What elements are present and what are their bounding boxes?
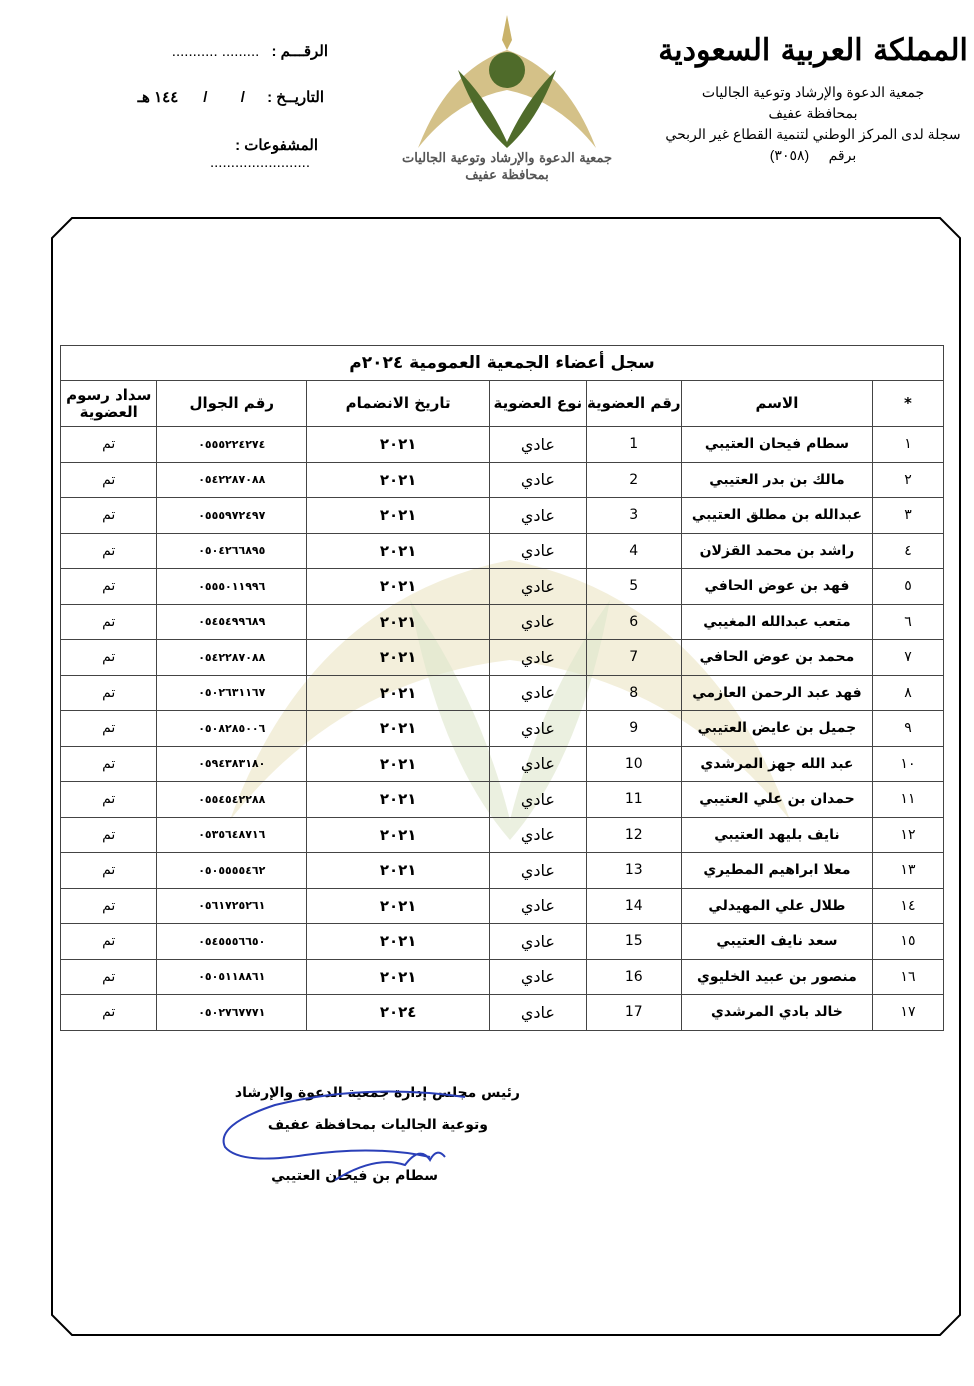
cell-membership-type: عادي xyxy=(490,853,586,889)
cell-index: ٨ xyxy=(872,675,943,711)
cell-name: مالك بن بدر العتيبي xyxy=(681,462,872,498)
cell-join-date: ٢٠٢١ xyxy=(307,675,490,711)
cell-mobile: ٠٥٥٥٢٢٤٢٧٤ xyxy=(157,427,307,463)
cell-mobile: ٠٥٤٥٥٥٦٦٥٠ xyxy=(157,924,307,960)
cell-join-date: ٢٠٢١ xyxy=(307,782,490,818)
cell-index: ١ xyxy=(872,427,943,463)
cell-membership-type: عادي xyxy=(490,604,586,640)
cell-mobile: ٠٥٩٤٣٨٣١٨٠ xyxy=(157,746,307,782)
cell-member-number: 12 xyxy=(586,817,681,853)
cell-name: خالد بادي المرشدي xyxy=(681,995,872,1031)
cell-join-date: ٢٠٢١ xyxy=(307,746,490,782)
cell-join-date: ٢٠٢١ xyxy=(307,711,490,747)
cell-membership-type: عادي xyxy=(490,959,586,995)
cell-index: ١٤ xyxy=(872,888,943,924)
ref-number-value: ......... ........... xyxy=(171,43,260,60)
cell-join-date: ٢٠٢١ xyxy=(307,604,490,640)
cell-member-number: 16 xyxy=(586,959,681,995)
cell-name: عبد الله جهز المرشدي xyxy=(681,746,872,782)
cell-name: حمدان بن علي العتيبي xyxy=(681,782,872,818)
cell-join-date: ٢٠٢١ xyxy=(307,888,490,924)
cell-mobile: ٠٥٦١٧٢٥٢٦١ xyxy=(157,888,307,924)
cell-mobile: ٠٥٤٢٢٨٧٠٨٨ xyxy=(157,640,307,676)
cell-member-number: 9 xyxy=(586,711,681,747)
cell-mobile: ٠٥٠٢٦٣١١٦٧ xyxy=(157,675,307,711)
cell-name: فهد بن عوض الحافي xyxy=(681,569,872,605)
association-name: جمعية الدعوة والإرشاد وتوعية الجاليات xyxy=(701,84,925,100)
cell-index: ١٠ xyxy=(872,746,943,782)
cell-member-number: 14 xyxy=(586,888,681,924)
table-row xyxy=(61,640,944,676)
cell-index: ١٧ xyxy=(872,995,943,1031)
cell-index: ٢ xyxy=(872,462,943,498)
cell-mobile: ٠٥٠٢٧٦٧٧٧١ xyxy=(157,995,307,1031)
cell-join-date: ٢٠٢١ xyxy=(307,959,490,995)
cell-index: ٥ xyxy=(872,569,943,605)
cell-fee-paid: تم xyxy=(61,675,157,711)
cell-fee-paid: تم xyxy=(61,533,157,569)
column-header-fee-paid: سداد رسوم العضوية xyxy=(61,381,157,427)
cell-membership-type: عادي xyxy=(490,640,586,676)
column-header-membership-type: نوع العضوية xyxy=(490,381,586,427)
cell-mobile: ٠٥٣٥٦٤٨٧١٦ xyxy=(157,817,307,853)
registration-number: برقم (٣٠٥٨) xyxy=(769,147,857,163)
cell-membership-type: عادي xyxy=(490,498,586,534)
cell-membership-type: عادي xyxy=(490,746,586,782)
table-row xyxy=(61,533,944,569)
cell-join-date: ٢٠٢١ xyxy=(307,498,490,534)
cell-fee-paid: تم xyxy=(61,817,157,853)
table-row xyxy=(61,817,944,853)
cell-member-number: 5 xyxy=(586,569,681,605)
kingdom-calligraphy: المملكة العربية السعودية xyxy=(658,33,968,68)
table-row xyxy=(61,888,944,924)
cell-index: ٣ xyxy=(872,498,943,534)
cell-join-date: ٢٠٢١ xyxy=(307,853,490,889)
ref-number-label: الرقـــم : xyxy=(271,43,328,60)
cell-mobile: ٠٥٠٥٥٥٥٤٦٢ xyxy=(157,853,307,889)
cell-fee-paid: تم xyxy=(61,888,157,924)
cell-index: ١٢ xyxy=(872,817,943,853)
cell-fee-paid: تم xyxy=(61,640,157,676)
cell-index: ٤ xyxy=(872,533,943,569)
cell-mobile: ٠٥٠٥١١٨٨٦١ xyxy=(157,959,307,995)
table-row xyxy=(61,675,944,711)
cell-member-number: 4 xyxy=(586,533,681,569)
table-row xyxy=(61,959,944,995)
cell-name: طلال علي المهيدلي xyxy=(681,888,872,924)
cell-join-date: ٢٠٢٤ xyxy=(307,995,490,1031)
cell-join-date: ٢٠٢١ xyxy=(307,817,490,853)
members-table xyxy=(60,345,944,1031)
cell-fee-paid: تم xyxy=(61,498,157,534)
cell-name: محمد بن عوض الحافي xyxy=(681,640,872,676)
cell-fee-paid: تم xyxy=(61,853,157,889)
cell-name: معلا ابراهيم المطيري xyxy=(681,853,872,889)
table-row xyxy=(61,853,944,889)
cell-membership-type: عادي xyxy=(490,782,586,818)
attachments-value: ........................ xyxy=(209,154,310,171)
cell-name: سعد نايف العتيبي xyxy=(681,924,872,960)
cell-name: سطام فيحان العتيبي xyxy=(681,427,872,463)
handwritten-signature xyxy=(215,1085,475,1195)
cell-name: نايف بليهد العتيبي xyxy=(681,817,872,853)
attachments-label: المشفوعات : xyxy=(235,137,318,154)
table-row xyxy=(61,604,944,640)
cell-fee-paid: تم xyxy=(61,746,157,782)
column-header-name: الاسم xyxy=(681,381,872,427)
cell-fee-paid: تم xyxy=(61,995,157,1031)
cell-index: ١١ xyxy=(872,782,943,818)
cell-index: ٧ xyxy=(872,640,943,676)
cell-index: ٩ xyxy=(872,711,943,747)
cell-name: جميل بن عايض العتيبي xyxy=(681,711,872,747)
cell-join-date: ٢٠٢١ xyxy=(307,924,490,960)
cell-fee-paid: تم xyxy=(61,462,157,498)
cell-index: ١٥ xyxy=(872,924,943,960)
cell-member-number: 11 xyxy=(586,782,681,818)
cell-fee-paid: تم xyxy=(61,604,157,640)
cell-join-date: ٢٠٢١ xyxy=(307,640,490,676)
branch-name: بمحافظة عفيف xyxy=(768,105,858,121)
cell-membership-type: عادي xyxy=(490,711,586,747)
cell-fee-paid: تم xyxy=(61,569,157,605)
cell-membership-type: عادي xyxy=(490,888,586,924)
cell-member-number: 6 xyxy=(586,604,681,640)
cell-fee-paid: تم xyxy=(61,959,157,995)
cell-index: ١٣ xyxy=(872,853,943,889)
cell-mobile: ٠٥٤٥٤٩٩٦٨٩ xyxy=(157,604,307,640)
column-header-join-date: تاريخ الانضمام xyxy=(307,381,490,427)
table-row xyxy=(61,462,944,498)
cell-name: راشد بن محمد القزلان xyxy=(681,533,872,569)
cell-name: منصور بن عبيد الخليوي xyxy=(681,959,872,995)
cell-join-date: ٢٠٢١ xyxy=(307,427,490,463)
cell-membership-type: عادي xyxy=(490,427,586,463)
cell-membership-type: عادي xyxy=(490,533,586,569)
cell-fee-paid: تم xyxy=(61,782,157,818)
cell-member-number: 17 xyxy=(586,995,681,1031)
cell-membership-type: عادي xyxy=(490,924,586,960)
logo-text: جمعية الدعوة والإرشاد وتوعية الجاليات بمحافظة عفيف xyxy=(402,151,612,183)
table-row xyxy=(61,995,944,1031)
signature-title-line2: وتوعية الجاليات بمحافظة عفيف xyxy=(267,1117,488,1133)
table-row xyxy=(61,427,944,463)
cell-membership-type: عادي xyxy=(490,462,586,498)
table-row xyxy=(61,711,944,747)
cell-name: متعب عبدالله المغيبي xyxy=(681,604,872,640)
cell-index: ١٦ xyxy=(872,959,943,995)
cell-index: ٦ xyxy=(872,604,943,640)
table-row xyxy=(61,569,944,605)
cell-mobile: ٠٥٥٤٥٤٢٢٨٨ xyxy=(157,782,307,818)
table-row xyxy=(61,746,944,782)
cell-membership-type: عادي xyxy=(490,817,586,853)
cell-mobile: ٠٥٠٨٢٨٥٠٠٦ xyxy=(157,711,307,747)
cell-membership-type: عادي xyxy=(490,675,586,711)
cell-mobile: ٠٥٠٤٢٦٦٨٩٥ xyxy=(157,533,307,569)
cell-mobile: ٠٥٥٥٩٧٢٤٩٧ xyxy=(157,498,307,534)
signature-title-line1: رئيس مجلس إدارة جمعية الدعوة والإرشاد xyxy=(234,1085,520,1101)
cell-member-number: 13 xyxy=(586,853,681,889)
cell-member-number: 8 xyxy=(586,675,681,711)
cell-fee-paid: تم xyxy=(61,427,157,463)
registration-text: سجلة لدى المركز الوطني لتنمية القطاع غير الربحي xyxy=(665,126,961,142)
cell-mobile: ٠٥٤٢٢٨٧٠٨٨ xyxy=(157,462,307,498)
table-row xyxy=(61,782,944,818)
cell-membership-type: عادي xyxy=(490,569,586,605)
cell-member-number: 2 xyxy=(586,462,681,498)
cell-member-number: 10 xyxy=(586,746,681,782)
table-row xyxy=(61,498,944,534)
date-value: / / ١٤٤ هـ xyxy=(137,89,245,106)
cell-mobile: ٠٥٥٥٠١١٩٩٦ xyxy=(157,569,307,605)
cell-member-number: 1 xyxy=(586,427,681,463)
cell-name: فهد عبد الرحمن العازمي xyxy=(681,675,872,711)
column-header-mobile: رقم الجوال xyxy=(157,381,307,427)
cell-member-number: 7 xyxy=(586,640,681,676)
cell-member-number: 15 xyxy=(586,924,681,960)
cell-member-number: 3 xyxy=(586,498,681,534)
cell-name: عبدالله بن مطلق العتيبي xyxy=(681,498,872,534)
date-label: التاريــخ : xyxy=(267,89,324,106)
column-header-member-number: رقم العضوية xyxy=(586,381,681,427)
cell-fee-paid: تم xyxy=(61,924,157,960)
table-title: سجل أعضاء الجمعية العمومية ٢٠٢٤م xyxy=(61,346,944,381)
cell-membership-type: عادي xyxy=(490,995,586,1031)
cell-join-date: ٢٠٢١ xyxy=(307,533,490,569)
cell-fee-paid: تم xyxy=(61,711,157,747)
table-row xyxy=(61,924,944,960)
cell-join-date: ٢٠٢١ xyxy=(307,462,490,498)
cell-join-date: ٢٠٢١ xyxy=(307,569,490,605)
column-header-index: * xyxy=(872,381,943,427)
signatory-name: سطام بن فيحان العتيبي xyxy=(271,1168,438,1184)
